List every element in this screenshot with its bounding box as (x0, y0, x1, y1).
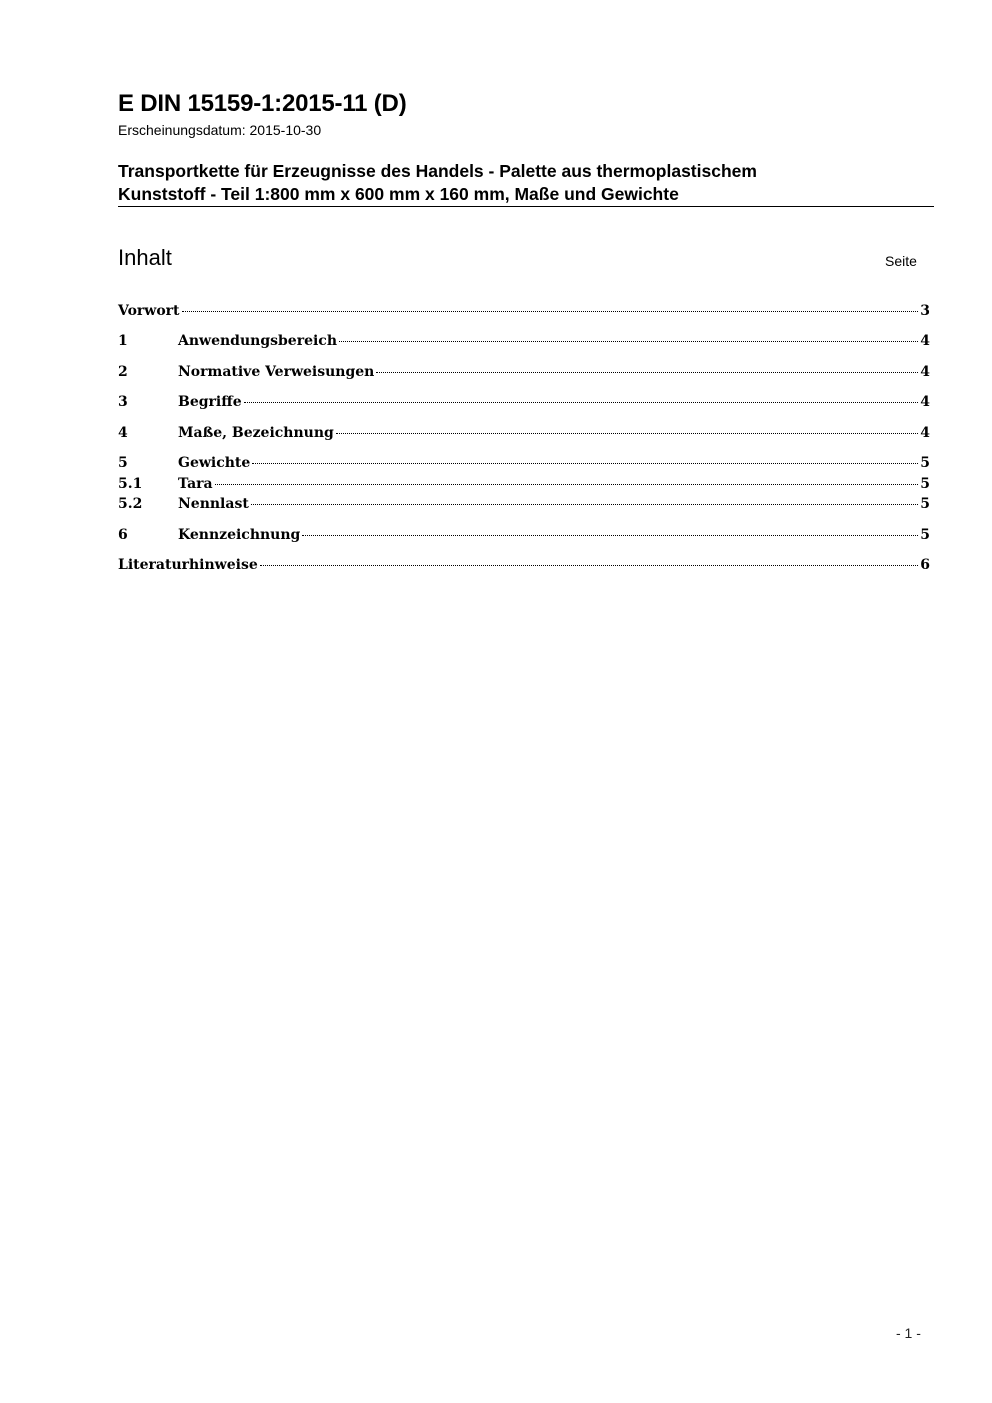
toc-heading: Inhalt (118, 245, 172, 270)
toc-entry-page: 5 (920, 496, 930, 512)
document-title: E DIN 15159-1:2015-11 (D) (118, 90, 407, 117)
toc-entry-number: 3 (118, 394, 128, 410)
toc-entry-text: Normative Verweisungen (178, 364, 375, 380)
toc-leader (251, 504, 918, 505)
toc-entry-text: Nennlast (178, 496, 249, 512)
toc-leader (244, 402, 919, 403)
toc-entry-number: 1 (118, 333, 128, 349)
toc-leader (182, 311, 919, 312)
toc-entry-page: 4 (920, 425, 930, 441)
toc-entry-5-1[interactable] (118, 476, 930, 496)
toc-leader (252, 463, 918, 464)
toc-entry-text: Literaturhinweise (118, 557, 258, 573)
toc-entry-5-2[interactable] (118, 496, 930, 516)
toc-leader (376, 372, 918, 373)
toc-entry-vorwort[interactable] (118, 303, 930, 323)
toc-entry-number: 5 (118, 455, 128, 471)
toc-entry-number: 2 (118, 364, 128, 380)
toc-entry-page: 4 (920, 333, 930, 349)
toc-leader (260, 565, 919, 566)
toc-entry-number: 5.1 (118, 476, 143, 492)
publication-date: Erscheinungsdatum: 2015-10-30 (118, 122, 322, 138)
toc-leader (336, 433, 918, 434)
toc-entry-page: 5 (920, 527, 930, 543)
toc-entry-page: 6 (920, 557, 930, 573)
toc-entry-6[interactable] (118, 527, 930, 547)
toc-entry-text: Begriffe (178, 394, 242, 410)
toc-entry-3[interactable] (118, 394, 930, 414)
toc-entry-text: Kennzeichnung (178, 527, 301, 543)
subtitle-line-1: Transportkette für Erzeugnisse des Handels - Palette aus thermoplastischem (118, 161, 757, 181)
toc-entry-number: 5.2 (118, 496, 143, 512)
title-divider (118, 206, 934, 207)
document-subtitle (118, 160, 934, 206)
toc-leader (215, 484, 919, 485)
toc-entry-page: 5 (920, 455, 930, 471)
toc-entry-page: 3 (920, 303, 930, 319)
toc-leader (339, 341, 918, 342)
toc-entry-4[interactable] (118, 425, 930, 445)
toc-entry-page: 4 (920, 394, 930, 410)
toc-page-column-label: Seite (885, 253, 917, 269)
toc-entry-text: Anwendungsbereich (178, 333, 337, 349)
toc-entry-2[interactable] (118, 364, 930, 384)
toc-entry-text: Gewichte (178, 455, 251, 471)
subtitle-line-2: Kunststoff - Teil 1:800 mm x 600 mm x 160 mm, Maße und Gewichte (118, 184, 679, 204)
toc-entry-text: Tara (178, 476, 213, 492)
toc-entry-number: 6 (118, 527, 128, 543)
toc-entry-1[interactable] (118, 333, 930, 353)
toc-leader (302, 535, 918, 536)
toc-entry-literaturhinweise[interactable] (118, 557, 930, 577)
toc-entry-page: 5 (920, 476, 930, 492)
toc-entry-text: Vorwort (118, 303, 180, 319)
toc-entry-text: Maße, Bezeichnung (178, 425, 334, 441)
toc-entry-number: 4 (118, 425, 128, 441)
page-number: - 1 - (896, 1325, 921, 1341)
toc-entry-5[interactable] (118, 455, 930, 475)
toc-entry-page: 4 (920, 364, 930, 380)
